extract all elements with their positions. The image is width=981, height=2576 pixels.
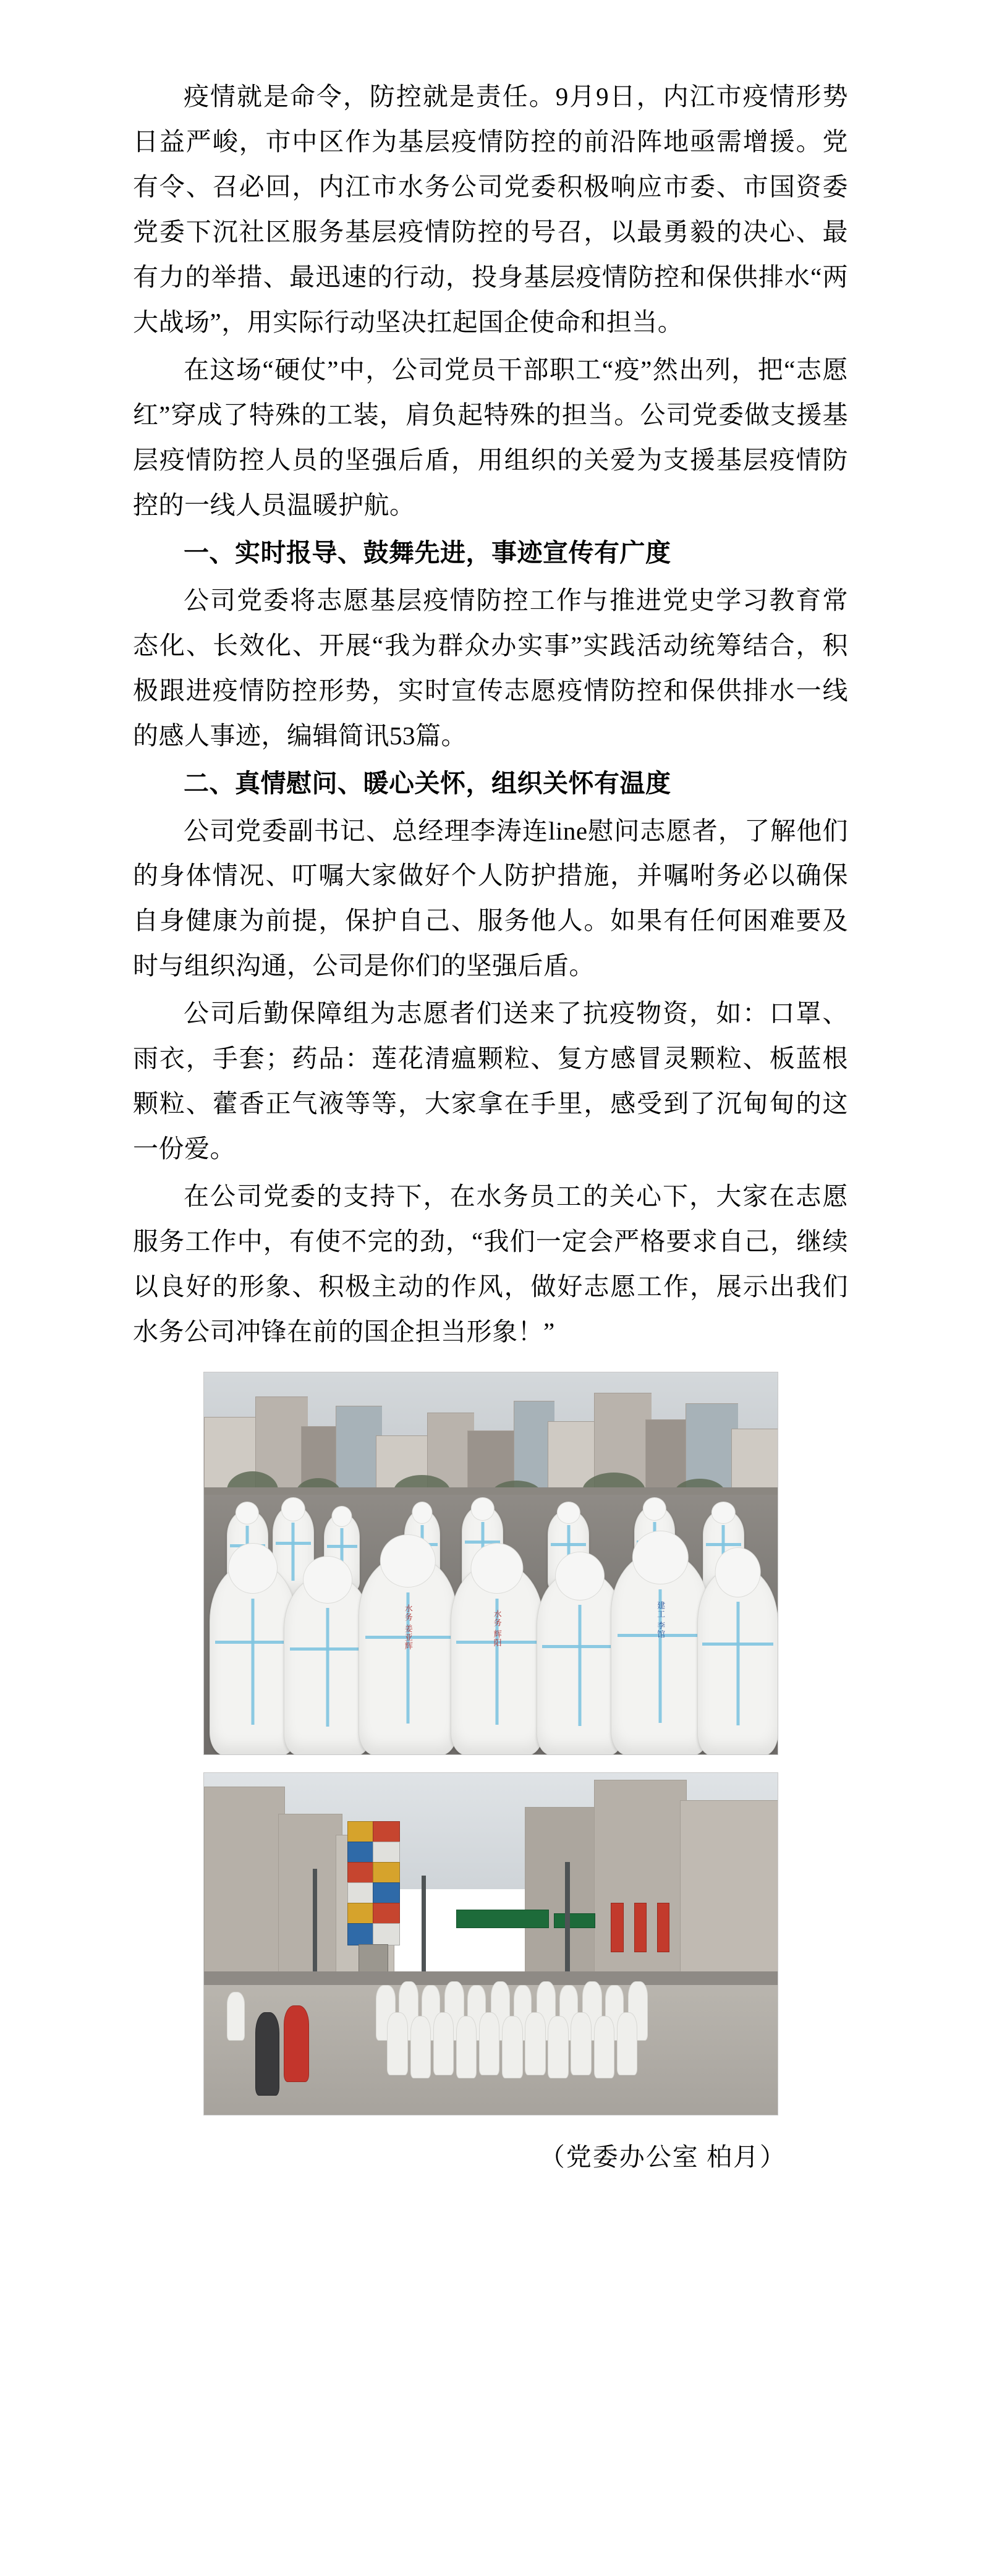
suit-name-marking: 建工 李馆 [656, 1601, 666, 1639]
foreground-person [255, 2012, 279, 2096]
volunteer-figure [410, 2016, 431, 2079]
paragraph: 公司后勤保障组为志愿者们送来了抗疫物资，如：口罩、雨衣，手套；药品：莲花清瘟颗粒、复方感冒灵颗粒、板蓝根颗粒、藿香正气液等等，大家拿在手里，感受到了沉甸甸的这一份爱。 [133, 999, 848, 1163]
volunteer-figure-front [697, 1567, 778, 1755]
paragraph: 公司党委将志愿基层疫情防控工作与推进党史学习教育常态化、长效化、开展“我为群众办实事”实践活动统筹结合，积极跟进疫情防控形势，实时宣传志愿疫情防控和保供排水一线的感人事迹，编辑简讯53篇。 [133, 585, 848, 750]
building [525, 1807, 601, 1986]
document-caption: （党委办公室 柏月） [539, 2143, 786, 2172]
paragraph: 在公司党委的支持下，在水务员工的关心下，大家在志愿服务工作中，有使不完的劲，“我们一定会严格要求自己，继续以良好的形象、积极主动的作风，做好志愿工作，展示出我们水务公司冲锋在前的国企担当形象！” [133, 1182, 848, 1346]
paragraph: 疫情就是命令，防控就是责任。9月9日，内江市疫情形势日益严峻，市中区作为基层疫情防控的前沿阵地亟需增援。党有令、召必回，内江市水务公司党委积极响应市委、市国资委党委下沉社区服务基层疫情防控的号召，以最勇毅的决心、最有力的举措、最迅速的行动，投身基层疫情防控和保供排水“两大战场”，用实际行动坚决扛起国企使命和担当。 [133, 82, 848, 336]
volunteer-figure [502, 2016, 523, 2079]
volunteer-figure [617, 2012, 638, 2075]
vertical-banner [634, 1903, 647, 1952]
volunteer-figure [456, 2016, 477, 2079]
volunteer-figure [594, 2016, 615, 2079]
shop-sign [554, 1913, 595, 1928]
building [204, 1787, 286, 1986]
suit-name-marking: 水务 辉阳 [492, 1610, 502, 1647]
vertical-banner [657, 1903, 670, 1952]
foreground-person [227, 1992, 245, 2041]
paragraph: 公司党委副书记、总经理李涛连line慰问志愿者，了解他们的身体情况、叮嘱大家做好个人防护措施，并嘱咐务必以确保自身健康为前提，保护自己、服务他人。如果有任何困难要及时与组织沟通，公司是你们的坚强后盾。 [133, 816, 848, 980]
shop-sign [456, 1910, 549, 1928]
figure-volunteers-plaza [133, 1772, 848, 2115]
section-heading-two: 二、真情慰问、暖心关怀，组织关怀有温度 [184, 768, 671, 797]
volunteer-figure-front-named [451, 1563, 543, 1755]
volunteer-figure-front-named [359, 1556, 457, 1755]
volunteer-figure [548, 2016, 569, 2079]
volunteer-figure [387, 2012, 408, 2075]
volunteer-figure [571, 2012, 592, 2075]
section-heading-one: 一、实时报导、鼓舞先进，事迹宣传有广度 [184, 538, 671, 567]
red-vest-staff [284, 2005, 309, 2082]
photo-image-two [203, 1772, 778, 2115]
suit-name-marking: 水务 姜亚辉 [403, 1604, 413, 1651]
vertical-banner [611, 1903, 624, 1952]
building [278, 1814, 342, 1986]
lamp-post [313, 1869, 317, 1985]
lamp-post [565, 1862, 569, 1985]
building [594, 1780, 687, 1986]
paragraph: 在这场“硬仗”中，公司党员干部职工“疫”然出列，把“志愿红”穿成了特殊的工装，肩负起特殊的担当。公司党委做支援基层疫情防控人员的坚强后盾，用组织的关爱为支援基层疫情防控的一线人员温暖护航。 [133, 355, 848, 519]
volunteer-figure [525, 2012, 546, 2075]
photo-image-one [203, 1372, 778, 1755]
figure-volunteers-street [133, 1372, 848, 1755]
volunteer-figure [433, 2012, 454, 2075]
volunteer-figure-front-named [611, 1552, 710, 1756]
building [680, 1800, 778, 1986]
volunteer-figure [479, 2012, 500, 2075]
lamp-post [422, 1876, 425, 1985]
